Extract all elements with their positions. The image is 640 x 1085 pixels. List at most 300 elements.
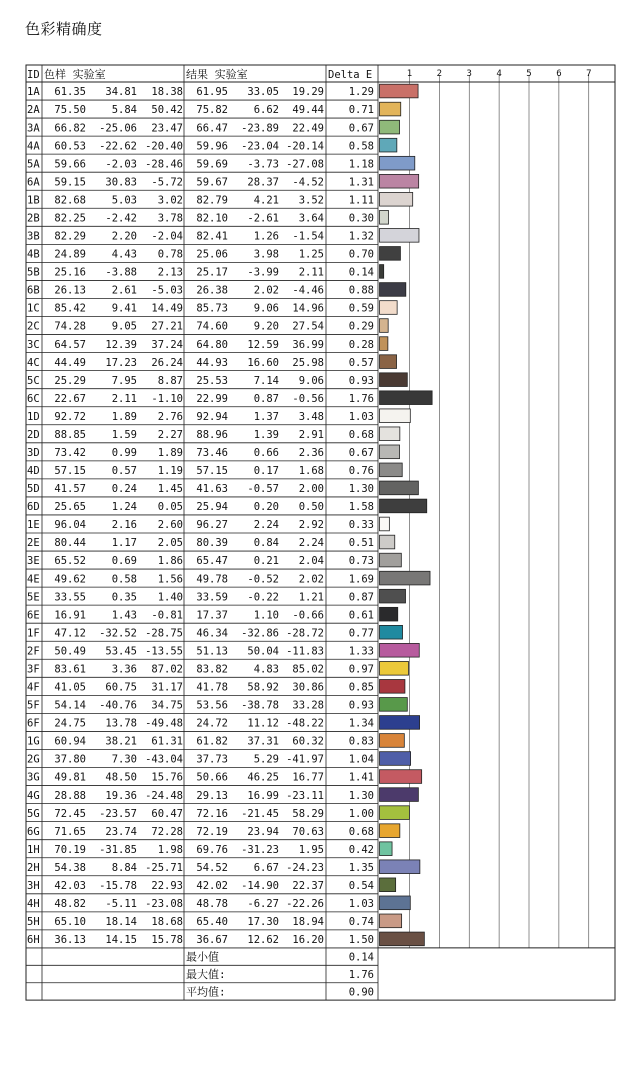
result-value: 2.24 xyxy=(298,537,324,550)
result-value: -0.66 xyxy=(292,609,324,622)
result-value: 37.31 xyxy=(247,735,279,748)
ref-value: 1.89 xyxy=(157,447,183,459)
ref-value: -25.71 xyxy=(145,861,183,874)
result-value: 3.52 xyxy=(298,194,324,207)
delta-e-value: 1.31 xyxy=(348,176,374,189)
ref-value: 0.24 xyxy=(111,483,137,496)
ref-value: 44.49 xyxy=(54,356,86,369)
delta-e-value: 1.76 xyxy=(348,392,374,405)
delta-e-bar-4A xyxy=(380,138,397,152)
result-value: 42.02 xyxy=(196,879,228,892)
row-id-2B: 2B xyxy=(27,212,40,225)
ref-value: 48.50 xyxy=(105,771,137,784)
axis-tick-label: 2 xyxy=(436,69,443,79)
ref-value: 0.05 xyxy=(157,501,183,514)
ref-value: 34.81 xyxy=(105,86,137,99)
result-value: -41.97 xyxy=(286,753,324,766)
delta-e-value: 0.67 xyxy=(348,447,374,459)
row-id-4D: 4D xyxy=(27,465,40,478)
row-id-4F: 4F xyxy=(27,681,40,694)
result-value: 22.99 xyxy=(196,392,228,405)
result-value: -48.22 xyxy=(286,717,324,730)
ref-value: 3.78 xyxy=(157,212,183,225)
result-value: 30.86 xyxy=(292,681,324,694)
delta-e-value: 0.59 xyxy=(348,302,374,315)
ref-value: 66.82 xyxy=(54,122,86,135)
delta-e-bar-1G xyxy=(380,734,405,748)
ref-value: 28.88 xyxy=(54,789,86,802)
result-value: 96.27 xyxy=(196,519,228,532)
ref-value: 5.03 xyxy=(111,194,137,207)
result-value: 29.13 xyxy=(196,789,228,802)
result-value: -22.26 xyxy=(286,898,324,910)
ref-value: 26.13 xyxy=(54,284,86,297)
result-value: 85.02 xyxy=(292,663,324,676)
ref-value: 49.62 xyxy=(54,573,86,586)
result-value: 85.73 xyxy=(196,302,228,315)
result-value: -0.57 xyxy=(247,483,279,496)
result-value: 83.82 xyxy=(196,663,228,676)
row-id-1B: 1B xyxy=(27,194,40,207)
ref-value: 18.68 xyxy=(151,916,183,929)
delta-e-bars xyxy=(380,84,433,946)
axis-tick-label: 7 xyxy=(586,69,592,79)
result-value: 16.99 xyxy=(247,789,279,802)
delta-e-bar-6G xyxy=(380,824,400,838)
delta-e-bar-1D xyxy=(380,409,411,423)
ref-value: 47.12 xyxy=(54,627,86,640)
delta-e-bar-3D xyxy=(380,445,400,459)
ref-value: 0.69 xyxy=(111,555,137,568)
ref-value: 60.75 xyxy=(105,681,137,694)
result-value: 25.17 xyxy=(196,266,228,279)
ref-value: 23.47 xyxy=(151,122,183,135)
result-value: 64.80 xyxy=(196,338,228,351)
ref-value: -13.55 xyxy=(145,645,183,658)
delta-e-value: 0.30 xyxy=(348,212,374,225)
summary-min-value: 0.14 xyxy=(348,951,374,964)
ref-value: -31.85 xyxy=(99,843,137,856)
result-value: 22.49 xyxy=(292,122,324,135)
ref-value: 82.68 xyxy=(54,194,86,207)
row-id-1H: 1H xyxy=(27,843,40,856)
ref-value: -49.48 xyxy=(145,717,183,730)
delta-e-value: 0.76 xyxy=(348,465,374,478)
row-id-1G: 1G xyxy=(27,735,40,748)
ref-value: 2.11 xyxy=(111,392,137,405)
result-value: 2.02 xyxy=(298,573,324,586)
ref-value: -2.04 xyxy=(151,230,183,243)
result-value: -0.22 xyxy=(247,591,279,604)
delta-e-value: 0.87 xyxy=(348,591,374,604)
result-value: 50.04 xyxy=(247,645,279,658)
header-id: ID xyxy=(27,69,40,81)
ref-value: 0.35 xyxy=(111,591,137,604)
ref-value: -2.03 xyxy=(105,158,137,171)
result-value: 17.30 xyxy=(247,916,279,929)
row-id-1D: 1D xyxy=(27,410,40,423)
ref-value: 75.50 xyxy=(54,104,86,117)
delta-e-bar-3C xyxy=(380,337,388,351)
result-value: -32.86 xyxy=(241,627,279,640)
row-id-2G: 2G xyxy=(27,753,40,766)
result-value: 49.44 xyxy=(292,104,324,117)
ref-value: 0.99 xyxy=(111,447,137,459)
ref-value: 65.10 xyxy=(54,916,86,929)
delta-e-value: 1.18 xyxy=(348,158,374,171)
result-value: 23.94 xyxy=(247,825,279,838)
delta-e-bar-5H xyxy=(380,914,402,928)
result-value: 16.20 xyxy=(292,934,324,947)
ref-value: 2.05 xyxy=(157,537,183,550)
axis-tick-label: 4 xyxy=(496,69,502,79)
delta-e-bar-6H xyxy=(380,932,425,946)
ref-value: 2.60 xyxy=(157,519,183,532)
delta-e-bar-3A xyxy=(380,120,400,134)
result-value: -3.73 xyxy=(247,158,279,171)
ref-value: 2.76 xyxy=(157,410,183,423)
result-value: 16.77 xyxy=(292,771,324,784)
ref-value: 37.80 xyxy=(54,753,86,766)
ref-value: 19.36 xyxy=(105,789,137,802)
delta-e-value: 0.70 xyxy=(348,248,374,261)
ref-value: 73.42 xyxy=(54,447,86,459)
delta-e-bar-2G xyxy=(380,752,411,766)
delta-e-value: 0.33 xyxy=(348,519,374,532)
delta-e-bar-3G xyxy=(380,770,422,784)
ref-value: 0.57 xyxy=(111,465,137,478)
result-value: -38.78 xyxy=(241,699,279,712)
delta-e-bar-5G xyxy=(380,806,410,820)
result-value: 22.37 xyxy=(292,879,324,892)
ref-value: 3.02 xyxy=(157,194,183,207)
result-value: 2.00 xyxy=(298,483,324,496)
row-id-2A: 2A xyxy=(27,104,40,117)
ref-value: 33.55 xyxy=(54,591,86,604)
result-value: 16.60 xyxy=(247,356,279,369)
delta-e-bar-4H xyxy=(380,896,411,910)
ref-value: 5.84 xyxy=(111,104,137,117)
ref-value: -0.81 xyxy=(151,609,183,622)
ref-value: 12.39 xyxy=(105,338,137,351)
row-id-4H: 4H xyxy=(27,898,40,910)
row-id-6B: 6B xyxy=(27,284,40,297)
ref-value: 14.15 xyxy=(105,934,137,947)
ref-value: 18.38 xyxy=(151,86,183,99)
ref-value: 2.16 xyxy=(111,519,137,532)
result-value: 1.39 xyxy=(253,428,279,441)
result-value: 9.06 xyxy=(298,374,324,387)
ref-value: 2.20 xyxy=(111,230,137,243)
result-value: 2.91 xyxy=(298,428,324,441)
ref-value: 41.05 xyxy=(54,681,86,694)
ref-value: 41.57 xyxy=(54,483,86,496)
ref-value: 50.49 xyxy=(54,645,86,658)
result-value: 25.53 xyxy=(196,374,228,387)
delta-e-bar-6C xyxy=(380,391,433,405)
delta-e-bar-1A xyxy=(380,84,419,98)
ref-value: 1.56 xyxy=(157,573,183,586)
delta-e-bar-1E xyxy=(380,517,390,531)
axis-tick-label: 5 xyxy=(526,69,532,79)
row-id-4A: 4A xyxy=(27,140,40,153)
row-id-6D: 6D xyxy=(27,501,40,514)
summary-max-label: 最大值: xyxy=(186,968,226,982)
ref-value: 61.35 xyxy=(54,86,86,99)
ref-value: 9.05 xyxy=(111,320,137,333)
row-id-6C: 6C xyxy=(27,392,40,405)
axis-tick-label: 1 xyxy=(406,69,413,79)
result-value: 11.12 xyxy=(247,717,279,730)
ref-value: -2.42 xyxy=(105,212,137,225)
row-id-1E: 1E xyxy=(27,519,40,532)
ref-value: 59.66 xyxy=(54,158,86,171)
ref-value: 92.72 xyxy=(54,410,86,423)
delta-e-bar-1C xyxy=(380,301,398,315)
ref-value: -28.75 xyxy=(145,627,183,640)
ref-value: 1.43 xyxy=(111,609,137,622)
summary-avg-label: 平均值: xyxy=(186,985,226,999)
result-value: -3.99 xyxy=(247,266,279,279)
ref-value: -5.03 xyxy=(151,284,183,297)
ref-value: -43.04 xyxy=(145,753,183,766)
result-value: 2.02 xyxy=(253,284,279,297)
ref-value: -40.76 xyxy=(99,699,137,712)
ref-value: 74.28 xyxy=(54,320,86,333)
ref-value: -3.88 xyxy=(105,266,137,279)
row-id-2D: 2D xyxy=(27,428,40,441)
ref-value: 22.93 xyxy=(151,879,183,892)
result-value: -14.90 xyxy=(241,879,279,892)
delta-e-value: 1.11 xyxy=(348,194,374,207)
delta-e-value: 0.83 xyxy=(348,735,374,748)
ref-value: 15.78 xyxy=(151,934,183,947)
delta-e-value: 1.30 xyxy=(348,789,374,802)
ref-value: 42.03 xyxy=(54,879,86,892)
ref-value: -20.40 xyxy=(145,140,183,153)
delta-e-bar-4C xyxy=(380,355,397,369)
ref-value: -23.08 xyxy=(145,898,183,910)
result-value: -24.23 xyxy=(286,861,324,874)
ref-value: 13.78 xyxy=(105,717,137,730)
result-value: -28.72 xyxy=(286,627,324,640)
ref-value: -25.06 xyxy=(99,122,137,135)
ref-value: 37.24 xyxy=(151,338,183,351)
result-value: 3.98 xyxy=(253,248,279,261)
row-id-2H: 2H xyxy=(27,861,40,874)
result-value: 61.95 xyxy=(196,86,228,99)
row-id-3F: 3F xyxy=(27,663,40,676)
result-value: 2.92 xyxy=(298,519,324,532)
result-value: 72.19 xyxy=(196,825,228,838)
ref-value: 1.24 xyxy=(111,501,137,514)
result-value: 69.76 xyxy=(196,843,228,856)
result-value: 12.62 xyxy=(247,934,279,947)
result-value: 3.48 xyxy=(298,410,324,423)
result-value: -23.04 xyxy=(241,140,279,153)
result-value: 6.67 xyxy=(253,861,279,874)
delta-e-bar-4F xyxy=(380,680,405,694)
result-value: 46.34 xyxy=(196,627,228,640)
row-id-6G: 6G xyxy=(27,825,40,838)
result-value: 59.69 xyxy=(196,158,228,171)
delta-e-value: 1.32 xyxy=(348,230,374,243)
ref-value: 60.53 xyxy=(54,140,86,153)
delta-e-bar-5E xyxy=(380,589,406,603)
result-value: 17.37 xyxy=(196,609,228,622)
ref-value: -28.46 xyxy=(145,158,183,171)
row-id-2C: 2C xyxy=(27,320,40,333)
ref-value: -23.57 xyxy=(99,807,137,820)
delta-e-value: 1.50 xyxy=(348,934,374,947)
delta-e-value: 1.69 xyxy=(348,573,374,586)
ref-value: -5.72 xyxy=(151,176,183,189)
ref-value: 96.04 xyxy=(54,519,86,532)
delta-e-bar-6B xyxy=(380,283,406,297)
delta-e-value: 0.73 xyxy=(348,555,374,568)
row-id-4E: 4E xyxy=(27,573,40,586)
result-value: 0.20 xyxy=(253,501,279,514)
result-value: 36.99 xyxy=(292,338,324,351)
ref-value: 27.21 xyxy=(151,320,183,333)
result-value: 66.47 xyxy=(196,122,228,135)
delta-e-value: 0.93 xyxy=(348,699,374,712)
result-value: 0.84 xyxy=(253,537,279,550)
row-id-2F: 2F xyxy=(27,645,40,658)
delta-e-bar-6A xyxy=(380,174,419,188)
delta-e-value: 1.29 xyxy=(348,86,374,99)
delta-e-bar-2D xyxy=(380,427,400,441)
delta-e-bar-4E xyxy=(380,571,431,585)
result-value: -23.11 xyxy=(286,789,324,802)
result-value: 75.82 xyxy=(196,104,228,117)
ref-value: 1.59 xyxy=(111,428,137,441)
row-id-3H: 3H xyxy=(27,879,40,892)
result-value: 33.05 xyxy=(247,86,279,99)
delta-e-value: 1.35 xyxy=(348,861,374,874)
result-value: 82.79 xyxy=(196,194,228,207)
ref-value: 53.45 xyxy=(105,645,137,658)
row-id-1A: 1A xyxy=(27,86,40,99)
result-value: 2.24 xyxy=(253,519,279,532)
ref-value: 4.43 xyxy=(111,248,137,261)
ref-value: 64.57 xyxy=(54,338,86,351)
delta-e-bar-1F xyxy=(380,625,403,639)
ref-value: -5.11 xyxy=(105,898,137,910)
ref-value: 36.13 xyxy=(54,934,86,947)
ref-value: 2.13 xyxy=(157,266,183,279)
row-id-3A: 3A xyxy=(27,122,40,135)
ref-value: 57.15 xyxy=(54,465,86,478)
ref-value: 23.74 xyxy=(105,825,137,838)
result-value: 0.17 xyxy=(253,465,279,478)
row-id-4C: 4C xyxy=(27,356,40,369)
ref-value: 14.49 xyxy=(151,302,183,315)
result-value: 2.04 xyxy=(298,555,324,568)
ref-value: 1.89 xyxy=(111,410,137,423)
result-value: 0.66 xyxy=(253,447,279,459)
result-value: 18.94 xyxy=(292,916,324,929)
delta-e-value: 1.30 xyxy=(348,483,374,496)
result-value: 33.59 xyxy=(196,591,228,604)
result-value: 54.52 xyxy=(196,861,228,874)
result-value: 65.40 xyxy=(196,916,228,929)
ref-value: -22.62 xyxy=(99,140,137,153)
ref-value: 1.86 xyxy=(157,555,183,568)
delta-e-value: 1.04 xyxy=(348,753,374,766)
ref-value: 60.94 xyxy=(54,735,86,748)
row-id-6A: 6A xyxy=(27,176,40,189)
delta-e-bar-2C xyxy=(380,319,389,333)
result-value: 74.60 xyxy=(196,320,228,333)
ref-value: 1.98 xyxy=(157,843,183,856)
result-value: 44.93 xyxy=(196,356,228,369)
ref-value: 72.28 xyxy=(151,825,183,838)
delta-e-value: 0.77 xyxy=(348,627,374,640)
result-value: 41.63 xyxy=(196,483,228,496)
delta-e-value: 0.42 xyxy=(348,843,374,856)
result-value: 49.78 xyxy=(196,573,228,586)
result-value: 2.11 xyxy=(298,266,324,279)
row-id-4B: 4B xyxy=(27,248,40,261)
ref-value: 65.52 xyxy=(54,555,86,568)
delta-e-value: 0.61 xyxy=(348,609,374,622)
delta-e-value: 1.41 xyxy=(348,771,374,784)
delta-e-bar-2A xyxy=(380,102,401,116)
row-id-3B: 3B xyxy=(27,230,40,243)
row-id-1F: 1F xyxy=(27,627,40,640)
delta-e-value: 1.58 xyxy=(348,501,374,514)
result-value: 59.67 xyxy=(196,176,228,189)
result-value: 60.32 xyxy=(292,735,324,748)
delta-e-value: 0.28 xyxy=(348,338,374,351)
delta-e-value: 0.57 xyxy=(348,356,374,369)
delta-e-bar-1B xyxy=(380,192,413,206)
ref-value: 17.23 xyxy=(105,356,137,369)
result-value: -2.61 xyxy=(247,212,279,225)
ref-value: 87.02 xyxy=(151,663,183,676)
ref-value: 38.21 xyxy=(105,735,137,748)
ref-value: 16.91 xyxy=(54,609,86,622)
row-id-5G: 5G xyxy=(27,807,40,820)
delta-e-bar-3B xyxy=(380,229,419,243)
ref-value: 24.75 xyxy=(54,717,86,730)
delta-e-value: 0.93 xyxy=(348,374,374,387)
row-id-2E: 2E xyxy=(27,537,40,550)
ref-value: -32.52 xyxy=(99,627,137,640)
ref-value: 54.38 xyxy=(54,861,86,874)
delta-e-value: 1.33 xyxy=(348,645,374,658)
ref-value: 0.58 xyxy=(111,573,137,586)
delta-e-bar-5C xyxy=(380,373,408,387)
result-value: 48.78 xyxy=(196,898,228,910)
row-id-3G: 3G xyxy=(27,771,40,784)
delta-e-bar-3E xyxy=(380,553,402,567)
ref-value: 25.29 xyxy=(54,374,86,387)
row-id-5E: 5E xyxy=(27,591,40,604)
delta-e-bar-4D xyxy=(380,463,403,477)
axis-tick-label: 6 xyxy=(556,69,562,79)
ref-value: 0.78 xyxy=(157,248,183,261)
delta-e-value: 0.54 xyxy=(348,879,374,892)
delta-e-bar-4G xyxy=(380,788,419,802)
result-value: 82.41 xyxy=(196,230,228,243)
ref-value: 24.89 xyxy=(54,248,86,261)
result-value: 92.94 xyxy=(196,410,228,423)
delta-e-bar-6E xyxy=(380,607,398,621)
result-value: 1.95 xyxy=(298,843,324,856)
result-value: 80.39 xyxy=(196,537,228,550)
